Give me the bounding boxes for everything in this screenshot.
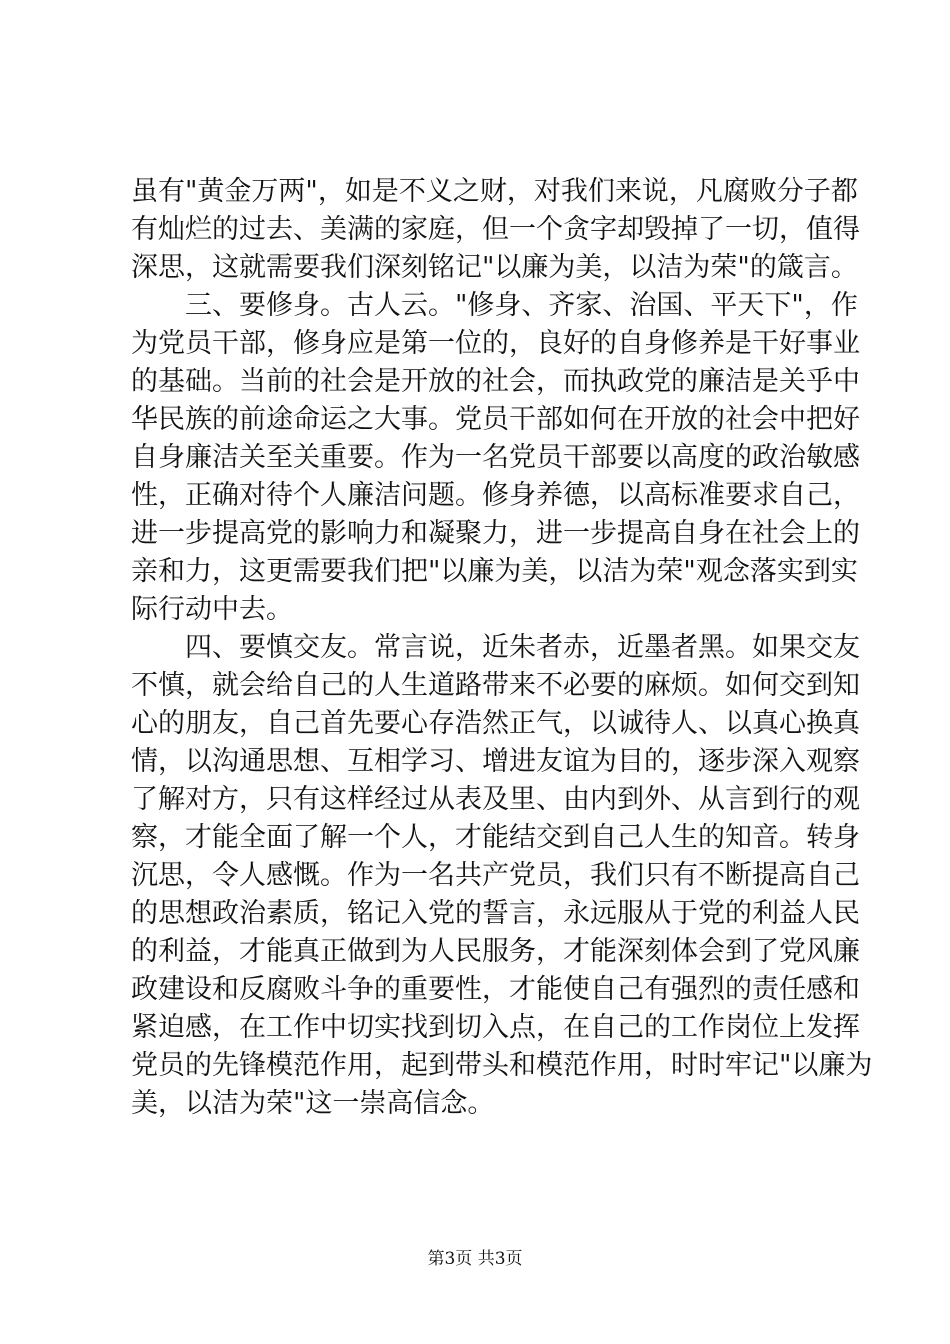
- text-line: 深思，这就需要我们深刻铭记"以廉为美，以洁为荣"的箴言。: [131, 252, 858, 283]
- text-line: 的基础。当前的社会是开放的社会，而执政党的廉洁是关乎中: [131, 366, 860, 397]
- text-line: 为党员干部，修身应是第一位的，良好的自身修养是干好事业: [131, 328, 860, 359]
- text-line: 沉思，令人感慨。作为一名共产党员，我们只有不断提高自己: [131, 860, 860, 891]
- text-line: 四、要慎交友。常言说，近朱者赤，近墨者黑。如果交友: [131, 632, 860, 663]
- text-line: 党员的先锋模范作用，起到带头和模范作用，时时牢记"以廉为: [131, 1050, 873, 1081]
- text-line: 虽有"黄金万两"，如是不义之财，对我们来说，凡腐败分子都: [131, 176, 858, 207]
- text-line: 察，才能全面了解一个人，才能结交到自己人生的知音。转身: [131, 822, 860, 853]
- text-line: 三、要修身。古人云。"修身、齐家、治国、平天下"，作: [131, 290, 858, 321]
- page-number: 第3页 共3页: [427, 1249, 523, 1269]
- page-footer: [0, 1248, 950, 1270]
- text-line: 不慎，就会给自己的人生道路带来不必要的麻烦。如何交到知: [131, 670, 860, 701]
- text-line: 的利益，才能真正做到为人民服务，才能深刻体会到了党风廉: [131, 936, 860, 967]
- text-line: 美，以洁为荣"这一崇高信念。: [131, 1088, 495, 1119]
- text-line: 心的朋友，自己首先要心存浩然正气，以诚待人、以真心换真: [131, 708, 860, 739]
- text-line: 华民族的前途命运之大事。党员干部如何在开放的社会中把好: [131, 404, 860, 435]
- text-line: 性，正确对待个人廉洁问题。修身养德，以高标准要求自己，: [131, 480, 860, 511]
- document-body: [131, 173, 873, 1123]
- text-line: 政建设和反腐败斗争的重要性，才能使自己有强烈的责任感和: [131, 974, 860, 1005]
- text-line: 的思想政治素质，铭记入党的誓言，永远服从于党的利益人民: [131, 898, 860, 929]
- text-line: 进一步提高党的影响力和凝聚力，进一步提高自身在社会上的: [131, 518, 860, 549]
- text-line: 了解对方，只有这样经过从表及里、由内到外、从言到行的观: [131, 784, 860, 815]
- text-line: 亲和力，这更需要我们把"以廉为美，以洁为荣"观念落实到实: [131, 556, 858, 587]
- text-line: 自身廉洁关至关重要。作为一名党员干部要以高度的政治敏感: [131, 442, 860, 473]
- text-line: 际行动中去。: [131, 594, 293, 625]
- text-line: 情，以沟通思想、互相学习、增进友谊为目的，逐步深入观察: [131, 746, 860, 777]
- text-line: 有灿烂的过去、美满的家庭，但一个贪字却毁掉了一切，值得: [131, 214, 860, 245]
- text-line: 紧迫感，在工作中切实找到切入点，在自己的工作岗位上发挥: [131, 1012, 860, 1043]
